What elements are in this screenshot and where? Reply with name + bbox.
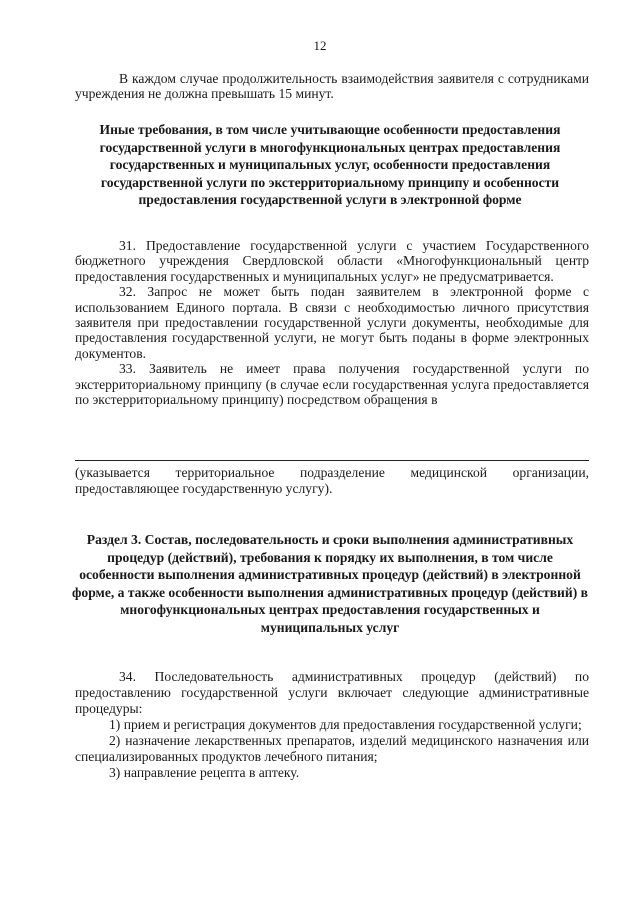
heading-other-requirements: Иные требования, в том числе учитывающие особенности предоставления государственной услуги в многофункциональных центрах предоставления государственных и муниципальных услуг, особенности предоставления государственной услуги по экстерриториальному принципу и особенности предоставления государственной услуги в электронной форме	[99, 122, 561, 208]
intro-block	[75, 71, 589, 102]
paragraph-34: 34. Последовательность административных процедур (действий) по предоставлению государственной услуги включает следующие административные процедуры:	[75, 669, 589, 716]
paragraph-33: 33. Заявитель не имеет права получения государственной услуги по экстерриториальному принципу (в случае если государственная услуга предоставляется по экстерриториальному принципу) посредством обращения в	[75, 361, 589, 408]
heading-section-3: Раздел 3. Состав, последовательность и сроки выполнения административных процедур (действий), требования к порядку их выполнения, в том числе особенности выполнения административных процедур (действий) в электронной форме, а также особенности выполнения административных процедур (действий) в многофункциональных центрах предоставления государственных и муниципальных услуг	[72, 532, 588, 635]
paragraph-31: 31. Предоставление государственной услуги с участием Государственного бюджетного учреждения Свердловской области «Многофункциональный центр предоставления государственных и муниципальных услуг» не предусматривается.	[75, 238, 589, 284]
blank-note: (указывается территориальное подразделение медицинской организации, предоставляющее государственную услугу).	[75, 465, 589, 496]
intro-paragraph: В каждом случае продолжительность взаимодействия заявителя с сотрудниками учреждения не должна превышать 15 минут.	[75, 71, 589, 102]
page-number: 12	[313, 38, 327, 53]
procedure-item: 2) назначение лекарственных препаратов, изделий медицинского назначения или специализированных продуктов лечебного питания;	[75, 733, 589, 764]
paragraphs-block	[75, 238, 589, 407]
procedures-block	[75, 669, 589, 781]
procedure-item: 3) направление рецепта в аптеку.	[109, 765, 300, 780]
paragraph-32: 32. Запрос не может быть подан заявителем в электронной форме с использованием Единого портала. В связи с необходимостью личного присутствия заявителя при предоставлении государственной услуги документы, необходимые для предоставления государственной услуги, не могут быть поданы в форме электронных документов.	[75, 284, 589, 361]
blank-line	[75, 460, 589, 461]
procedure-item: 1) прием и регистрация документов для предоставления государственной услуги;	[109, 717, 582, 732]
